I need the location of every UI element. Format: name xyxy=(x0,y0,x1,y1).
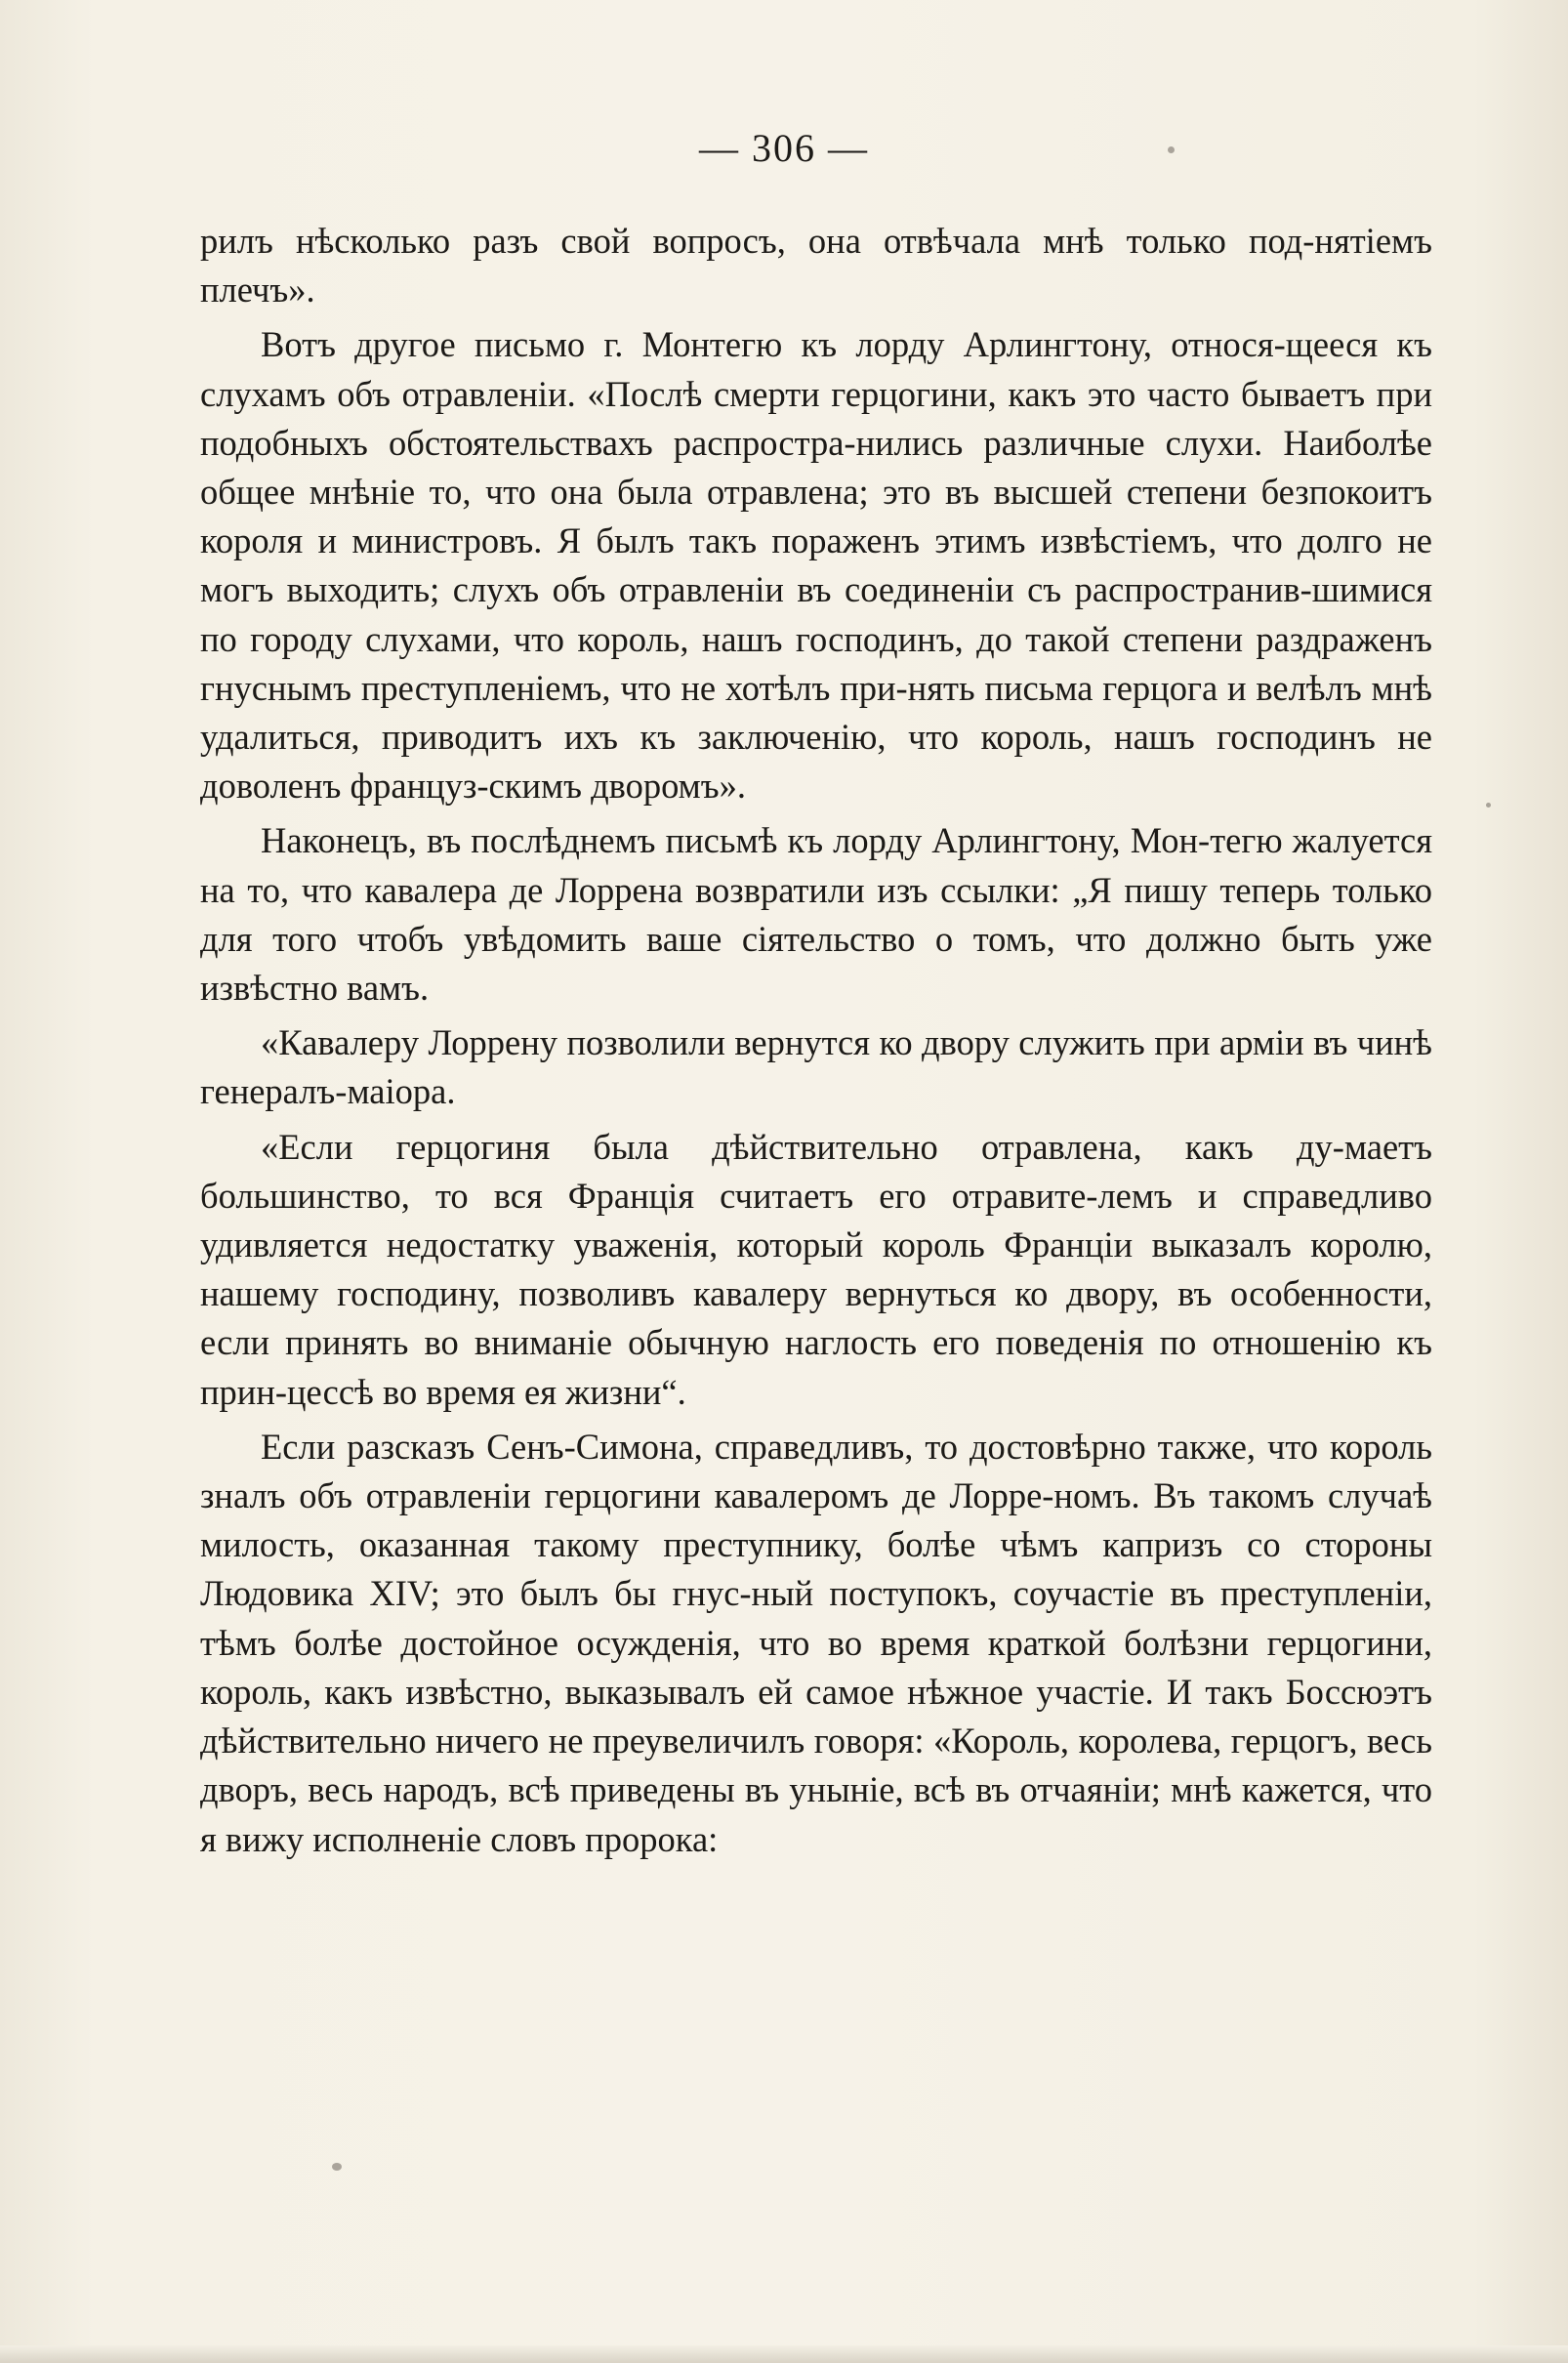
paragraph-4: «Кавалеру Лоррену позволили вернутся ко двору служить при арміи въ чинѣ генералъ-маіора. xyxy=(200,1022,1432,1112)
body-text xyxy=(200,217,1432,1870)
paragraph-6: Если разсказъ Сенъ-Симона, справедливъ, то достовѣрно также, что король зналъ объ отравленіи герцогини кавалеромъ де Лорре-номъ. Въ такомъ случаѣ милость, оказанная такому преступнику, болѣе чѣмъ капризъ со стороны Людовика XIV; это былъ бы гнус-ный поступокъ, соучастіе въ преступленіи, тѣмъ болѣе достойное осужденія, что во время краткой болѣзни герцогини, король, какъ извѣстно, выказывалъ ей самое нѣжное участіе. И такъ Боссюэтъ дѣйствительно ничего не преувеличилъ говоря: «Король, королева, герцогъ, весь дворъ, весь народъ, всѣ приведены въ уныніе, всѣ въ отчаяніи; мнѣ кажется, что я вижу исполненіе словъ пророка: xyxy=(200,1426,1432,1859)
ink-speck xyxy=(332,2163,342,2171)
page-edge xyxy=(0,2345,1568,2363)
paragraph-1: рилъ нѣсколько разъ свой вопросъ, она отвѣчала мнѣ только под-нятіемъ плечъ». xyxy=(200,221,1432,311)
ink-speck xyxy=(1486,803,1491,808)
ink-speck xyxy=(1168,146,1175,153)
page-number: — 306 — xyxy=(699,126,869,170)
paragraph-2: Вотъ другое письмо г. Монтегю къ лорду Арлингтону, относя-щееся къ слухамъ объ отравленіи. «Послѣ смерти герцогини, какъ это часто бываетъ при подобныхъ обстоятельствахъ распростра-нились различные слухи. Наиболѣе общее мнѣніе то, что она была отравлена; это въ высшей степени безпокоитъ короля и министровъ. Я былъ такъ пораженъ этимъ извѣстіемъ, что долго не могъ выходить; слухъ объ отравленіи въ соединеніи съ распространив-шимися по городу слухами, что король, нашъ господинъ, до такой степени раздраженъ гнуснымъ преступленіемъ, что не хотѣлъ при-нять письма герцога и велѣлъ мнѣ удалиться, приводитъ ихъ къ заключенію, что король, нашъ господинъ не доволенъ француз-скимъ дворомъ». xyxy=(200,324,1432,807)
paragraph-3: Наконецъ, въ послѣднемъ письмѣ къ лорду Арлингтону, Мон-тегю жалуется на то, что кавалера де Лоррена возвратили изъ ссылки: „Я пишу теперь только для того чтобъ увѣдомить ваше сіятельство о томъ, что должно быть уже извѣстно вамъ. xyxy=(200,820,1432,1009)
paragraph-5: «Если герцогиня была дѣйствительно отравлена, какъ ду-маетъ большинство, то вся Франція считаетъ его отравите-лемъ и справедливо удивляется недостатку уваженія, который король Франціи выказалъ королю, нашему господину, позволивъ кавалеру вернуться ко двору, въ особенности, если принять во вниманіе обычную наглость его поведенія по отношенію къ прин-цессѣ во время ея жизни“. xyxy=(200,1126,1432,1412)
